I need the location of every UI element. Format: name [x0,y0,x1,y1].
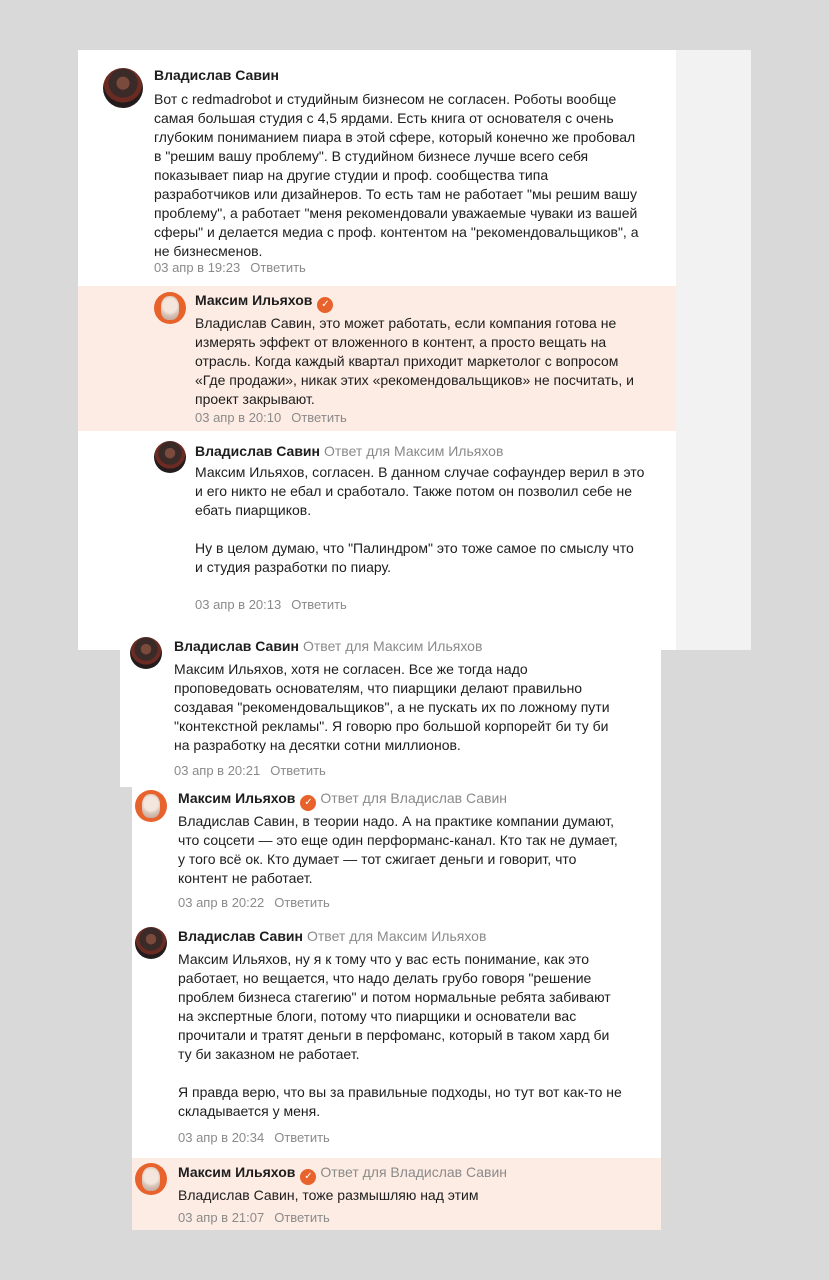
panel-gutter [676,50,751,650]
comment-1 [78,50,676,286]
reply-button[interactable]: Ответить [274,1130,330,1145]
avatar-face [142,1167,160,1190]
author-name[interactable]: Максим Ильяхов [178,790,296,806]
comment-text: Владислав Савин, тоже размышляю над этим [178,1187,479,1203]
comment-meta [195,597,347,613]
comment-meta [178,895,330,911]
reply-to-label[interactable]: Ответ для Максим Ильяхов [323,443,504,459]
comment-time[interactable]: 03 апр в 20:22 [178,895,265,910]
reply-button[interactable]: Ответить [291,410,347,425]
comment-header [195,291,333,313]
reply-to-label[interactable]: Ответ для Владислав Савин [320,790,508,806]
comment-header [154,66,279,84]
author-name[interactable]: Владислав Савин [154,67,279,83]
author-name[interactable]: Максим Ильяхов [178,1164,296,1180]
reply-to-label[interactable]: Ответ для Максим Ильяхов [302,638,483,654]
verified-icon: ✓ [300,795,316,811]
comment-text: Вот с redmadrobot и студийным бизнесом не согласен. Роботы вообще самая большая студия с 4,5 ярдами. Есть книга от основателя с очень глубоким пониманием пиара в этой сфере, который конечно же пробовал в "решим вашу проблему". В студийном бизнесе лучше всего себя показывает пиар на другие студии и проф. сообщества типа разработчиков или дизайнеров. То есть там не работает "мы решим вашу проблему", а работает "меня рекомендовали уважаемые чуваки из вашей сферы" и делается медиа с проф. контентом на "рекомендовальщиков", а не бизнесменов. [154,91,639,259]
screenshot-panel-1 [78,50,751,650]
author-name[interactable]: Владислав Савин [195,443,320,459]
reply-button[interactable]: Ответить [250,260,306,275]
comment-meta [178,1130,330,1146]
avatar-vladislav-savin[interactable] [154,441,186,473]
comment-3 [78,431,676,631]
comment-text: Максим Ильяхов, согласен. В данном случае софаундер верил в это и его никто не ебал и сработало. Также потом он позволил себе не ебать пиарщиков. Ну в целом думаю, что "Палиндром" это тоже самое по смыслу что и студия разработки по пиару. [195,464,645,575]
verified-icon: ✓ [300,1169,316,1185]
author-name[interactable]: Максим Ильяхов [195,292,313,308]
verified-icon: ✓ [317,297,333,313]
comment-header [178,1163,507,1185]
author-name[interactable]: Владислав Савин [178,928,303,944]
avatar-maxim-ilyakhov[interactable] [135,790,167,822]
reply-button[interactable]: Ответить [270,763,326,778]
avatar-vladislav-savin[interactable] [103,68,143,108]
comment-time[interactable]: 03 апр в 20:10 [195,410,282,425]
reply-button[interactable]: Ответить [274,895,330,910]
comment-header [195,442,503,460]
avatar-vladislav-savin[interactable] [135,927,167,959]
comment-text: Максим Ильяхов, хотя не согласен. Все же тогда надо проповедовать основателям, что пиарщики делают правильно создавая "рекомендовальщиков", а не пускать их по ложному пути "контекстной рекламы". Я говорю про большой корпорейт би ту би на разработку на десятки сотни миллионов. [174,661,610,753]
comment-5 [132,787,661,915]
reply-button[interactable]: Ответить [274,1210,330,1225]
screenshot-panel-3 [132,787,661,1230]
comment-header [178,927,486,945]
reply-to-label[interactable]: Ответ для Владислав Савин [320,1164,508,1180]
comment-2 [78,286,676,431]
comment-time[interactable]: 03 апр в 20:34 [178,1130,265,1145]
comment-meta [195,410,347,426]
avatar-face [161,296,179,319]
avatar-maxim-ilyakhov[interactable] [154,292,186,324]
reply-to-label[interactable]: Ответ для Максим Ильяхов [306,928,487,944]
comment-meta [174,763,326,779]
comment-7 [132,1158,661,1230]
comment-time[interactable]: 03 апр в 19:23 [154,260,241,275]
comment-text: Максим Ильяхов, ну я к тому что у вас есть понимание, как это работает, но вещается, что надо делать грубо говоря "решение проблем бизнеса стагегию" и потом нормальные ребята забивают на экспертные блоги, потому что пиарщики и основатели вас прочитали и тратят деньги в перфоманс, который в таком хард би ту би заказном не работает. Я правда верю, что вы за правильные подходы, но тут вот как-то не складывается у меня. [178,951,622,1119]
author-name[interactable]: Владислав Савин [174,638,299,654]
comment-meta [154,260,306,276]
comment-text: Владислав Савин, это может работать, если компания готова не измерять эффект от вложенного в контент, а просто вещать на отрасль. Когда каждый квартал приходит маркетолог с вопросом «Где продажи», никак этих «рекомендовальщиков» не посчитать, и проект закрывают. [195,315,634,407]
avatar-maxim-ilyakhov[interactable] [135,1163,167,1195]
avatar-vladislav-savin[interactable] [130,637,162,669]
comment-text: Владислав Савин, в теории надо. А на практике компании думают, что соцсети — это еще один перформанс-канал. Кто так не думает, у того всё ок. Кто думает — тот сжигает деньги и говорит, что контент не работает. [178,813,618,886]
avatar-face [142,794,160,817]
comment-time[interactable]: 03 апр в 20:13 [195,597,282,612]
comment-6 [132,915,661,1158]
comment-meta [178,1210,330,1226]
comment-header [178,789,507,811]
reply-button[interactable]: Ответить [291,597,347,612]
comment-time[interactable]: 03 апр в 21:07 [178,1210,265,1225]
comment-header [174,637,482,655]
comment-time[interactable]: 03 апр в 20:21 [174,763,261,778]
screenshot-panel-2 [120,633,661,787]
